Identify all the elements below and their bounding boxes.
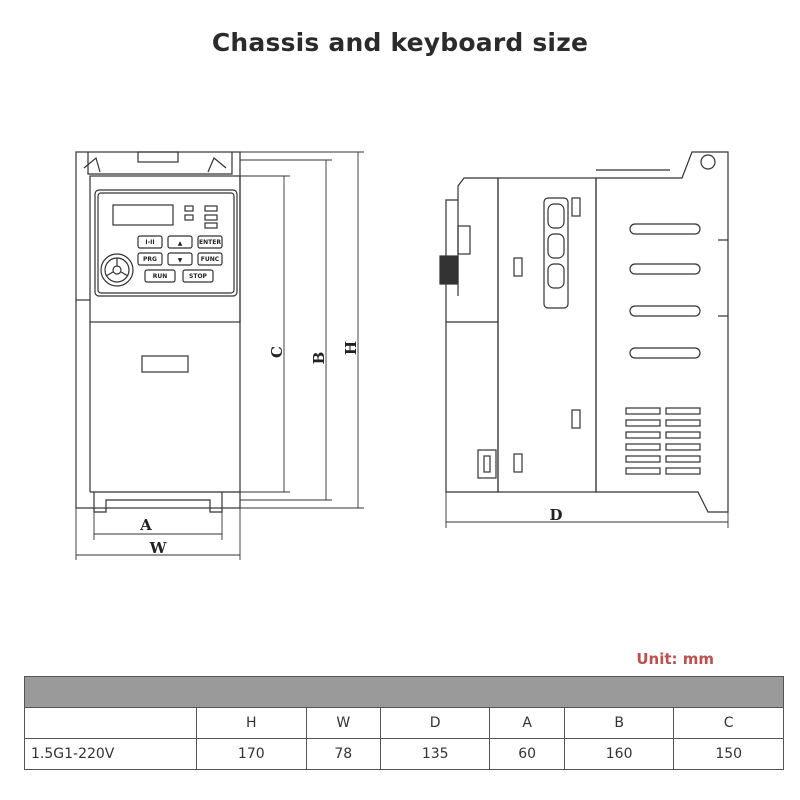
table-header-cell: A xyxy=(490,708,564,739)
key-label: ENTER xyxy=(199,239,221,246)
side-front-panel xyxy=(446,178,498,492)
key-label: PRG xyxy=(143,256,157,263)
unit-label: Unit: mm xyxy=(636,650,714,668)
side-dimensions xyxy=(446,492,728,528)
key-label: STOP xyxy=(189,273,207,280)
table-cell: 150 xyxy=(674,739,784,770)
key-label: ▲ xyxy=(177,240,183,247)
table-header-cell xyxy=(25,708,197,739)
key-label: I-II xyxy=(145,239,155,246)
key-label: ▼ xyxy=(177,257,183,264)
table-band-row xyxy=(25,677,784,708)
dim-label-b: B xyxy=(310,351,328,365)
table-cell: 160 xyxy=(564,739,674,770)
table-header-cell: W xyxy=(306,708,380,739)
display-screen xyxy=(113,205,173,225)
side-view xyxy=(440,152,728,512)
key-label: RUN xyxy=(152,273,168,280)
table-header-cell: D xyxy=(380,708,490,739)
table-cell: 135 xyxy=(380,739,490,770)
key-label: FUNC xyxy=(200,256,220,263)
dim-label-w: W xyxy=(149,539,167,557)
table-cell: 60 xyxy=(490,739,564,770)
heatsink xyxy=(596,152,728,512)
dim-label-d: D xyxy=(549,506,563,524)
side-middle xyxy=(498,178,596,492)
dimension-table xyxy=(24,676,784,770)
front-view xyxy=(76,152,240,512)
label-window xyxy=(142,356,188,372)
page-title: Chassis and keyboard size xyxy=(211,28,589,57)
upper-body xyxy=(90,176,240,322)
table-cell: 78 xyxy=(306,739,380,770)
table-header-cell: C xyxy=(674,708,784,739)
table-header-cell: B xyxy=(564,708,674,739)
dim-label-c: C xyxy=(268,346,286,358)
table-row xyxy=(25,739,784,770)
table-cell: 1.5G1-220V xyxy=(25,739,197,770)
dim-label-h: H xyxy=(342,340,360,356)
table-header-cell: H xyxy=(197,708,307,739)
dim-label-a: A xyxy=(140,516,152,534)
table-cell: 170 xyxy=(197,739,307,770)
table-header-row xyxy=(25,708,784,739)
